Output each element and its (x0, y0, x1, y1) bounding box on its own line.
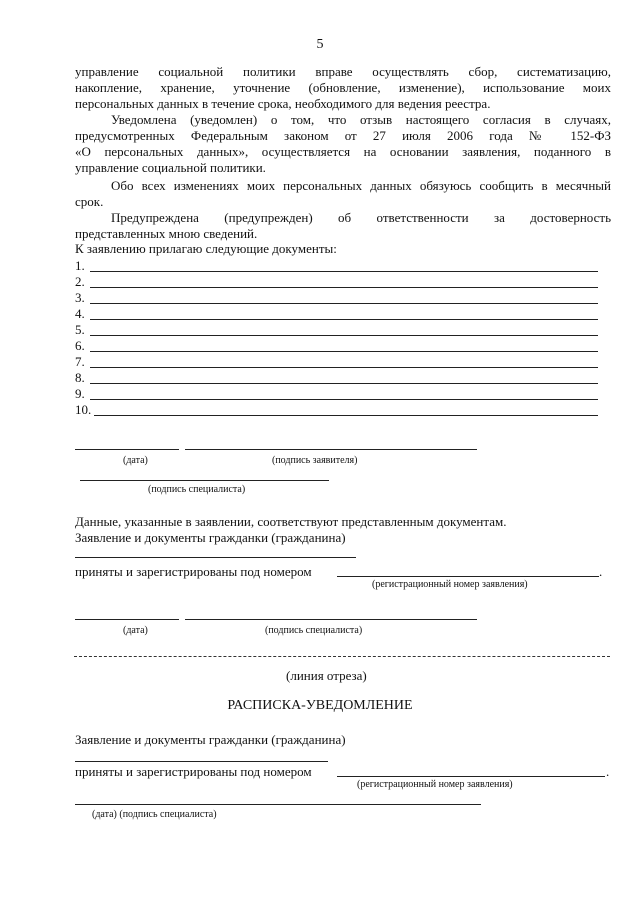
specialist-signature-line[interactable] (80, 480, 329, 481)
page-number: 5 (316, 37, 324, 52)
accepted-registered-label: приняты и зарегистрированы под номером (75, 764, 312, 779)
attachment-line[interactable] (90, 367, 598, 368)
receipt-applicant-label: Заявление и документы гражданки (гражданина) (75, 732, 346, 747)
paragraph-1-line-2: накопление, хранение, уточнение (обновление, изменение), использование моих (75, 80, 611, 95)
date-line[interactable] (75, 449, 179, 450)
attachment-line[interactable] (94, 415, 598, 416)
attachment-line[interactable] (90, 319, 598, 320)
date-caption: (дата) (123, 625, 148, 636)
registration-number-caption: (регистрационный номер заявления) (372, 579, 528, 590)
paragraph-2-line-4: управление социальной политики. (75, 160, 266, 175)
date-line[interactable] (75, 619, 179, 620)
paragraph-4-line-1: Предупреждена (предупрежден) об ответственности за достоверность (111, 210, 611, 225)
cut-line-label: (линия отреза) (286, 668, 367, 683)
paragraph-2-line-1: Уведомлена (уведомлен) о том, что отзыв настоящего согласия в случаях, (111, 112, 611, 127)
specialist-signature-caption: (подпись специалиста) (265, 625, 363, 636)
date-caption: (дата) (123, 455, 148, 466)
cut-line (74, 656, 610, 657)
attachments-intro: К заявлению прилагаю следующие документы: (75, 241, 337, 256)
attachment-number: 7. (75, 354, 85, 369)
attachment-number: 10. (75, 402, 92, 417)
specialist-signature-caption: (подпись специалиста) (148, 484, 246, 495)
attachment-line[interactable] (90, 399, 598, 400)
applicant-signature-caption: (подпись заявителя) (272, 455, 358, 466)
paragraph-2-line-2: предусмотренных Федеральным законом от 27 июля 2006 года № 152-ФЗ (75, 128, 611, 143)
attachment-number: 9. (75, 386, 85, 401)
paragraph-3-line-1: Обо всех изменениях моих персональных данных обязуюсь сообщить в месячный (111, 178, 611, 193)
date-signature-caption: (дата) (подпись специалиста) (92, 809, 217, 820)
verification-statement: Данные, указанные в заявлении, соответствуют представленным документам. (75, 514, 507, 529)
attachment-line[interactable] (90, 287, 598, 288)
attachment-line[interactable] (90, 335, 598, 336)
paragraph-4-line-2: представленных мною сведений. (75, 226, 258, 241)
attachment-number: 2. (75, 274, 85, 289)
verification-applicant-label: Заявление и документы гражданки (гражданина) (75, 530, 346, 545)
period: . (606, 764, 610, 779)
attachment-line[interactable] (90, 271, 598, 272)
applicant-name-line[interactable] (75, 761, 328, 762)
date-signature-line[interactable] (75, 804, 481, 805)
attachment-line[interactable] (90, 351, 598, 352)
receipt-title: РАСПИСКА-УВЕДОМЛЕНИЕ (227, 698, 413, 713)
applicant-name-line[interactable] (75, 557, 356, 558)
attachment-number: 6. (75, 338, 85, 353)
paragraph-1-line-3: персональных данных в течение срока, необходимого для ведения реестра. (75, 96, 491, 111)
attachment-number: 1. (75, 258, 85, 273)
applicant-signature-line[interactable] (185, 449, 477, 450)
registration-number-line[interactable] (337, 776, 605, 777)
attachment-line[interactable] (90, 303, 598, 304)
paragraph-3-line-2: срок. (75, 194, 104, 209)
attachment-number: 3. (75, 290, 85, 305)
paragraph-1-line-1: управление социальной политики вправе осуществлять сбор, систематизацию, (75, 64, 611, 79)
registration-number-caption: (регистрационный номер заявления) (357, 779, 513, 790)
paragraph-2-line-3: «О персональных данных», осуществляется на основании заявления, поданного в (75, 144, 611, 159)
accepted-registered-label: приняты и зарегистрированы под номером (75, 564, 312, 579)
attachment-number: 8. (75, 370, 85, 385)
specialist-signature-line[interactable] (185, 619, 477, 620)
attachment-number: 5. (75, 322, 85, 337)
attachment-line[interactable] (90, 383, 598, 384)
period: . (599, 564, 603, 579)
registration-number-line[interactable] (337, 576, 599, 577)
attachment-number: 4. (75, 306, 85, 321)
